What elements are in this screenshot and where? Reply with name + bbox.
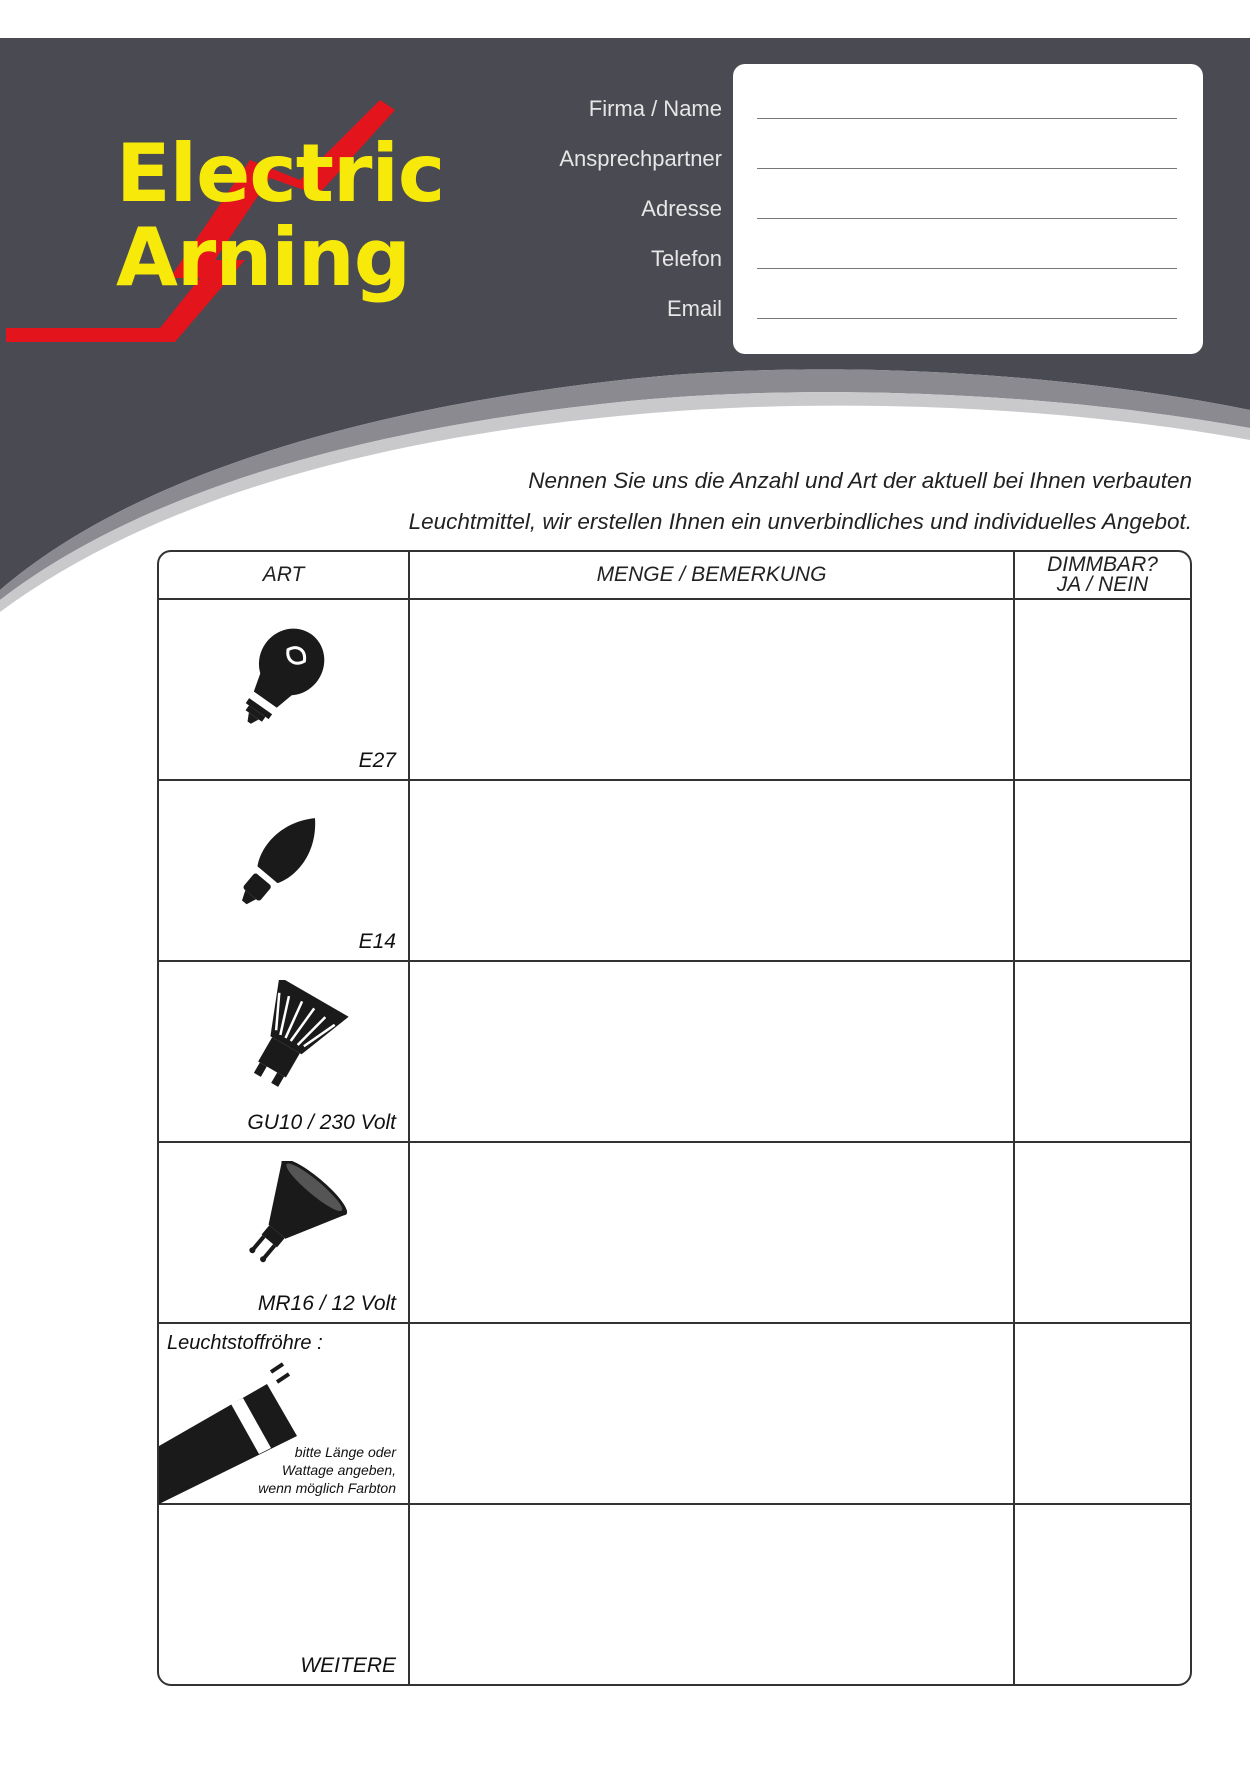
logo-line-2: Arning xyxy=(116,211,410,304)
menge-cell[interactable] xyxy=(410,781,1015,962)
firma-field[interactable] xyxy=(757,118,1177,119)
menge-cell[interactable] xyxy=(410,1505,1015,1684)
intro-line-2: Leuchtmittel, wir erstellen Ihnen ein unverbindliches und individuelles Angebot. xyxy=(408,509,1192,534)
art-cell xyxy=(159,781,410,962)
table-header xyxy=(159,552,1190,600)
ansprechpartner-field[interactable] xyxy=(757,168,1177,169)
dimmbar-cell[interactable] xyxy=(1015,1324,1190,1505)
adresse-field[interactable] xyxy=(757,218,1177,219)
table-row xyxy=(159,1143,1190,1324)
contact-box xyxy=(733,64,1203,354)
header-dimmbar-1: DIMMBAR? xyxy=(1047,553,1158,576)
menge-cell[interactable] xyxy=(410,962,1015,1143)
email-field[interactable] xyxy=(757,318,1177,319)
dimmbar-cell[interactable] xyxy=(1015,1143,1190,1324)
art-cell xyxy=(159,1143,410,1324)
tube-note-3: wenn möglich Farbton xyxy=(258,1480,396,1496)
table-row xyxy=(159,781,1190,962)
art-cell xyxy=(159,600,410,781)
dimmbar-cell[interactable] xyxy=(1015,1505,1190,1684)
contact-labels xyxy=(520,92,722,342)
header-dimmbar xyxy=(1015,552,1190,600)
header-art: ART xyxy=(159,552,410,600)
art-cell xyxy=(159,1505,410,1684)
label-adresse: Adresse xyxy=(641,196,722,221)
row-label: E14 xyxy=(358,930,396,953)
label-telefon: Telefon xyxy=(651,246,722,271)
bulb-e14-icon xyxy=(214,801,344,921)
label-ansprechpartner: Ansprechpartner xyxy=(559,146,722,171)
tube-note xyxy=(196,1443,396,1497)
bulb-e27-icon xyxy=(219,620,339,740)
intro-line-1: Nennen Sie uns die Anzahl und Art der aktuell bei Ihnen verbauten xyxy=(528,468,1192,493)
telefon-field[interactable] xyxy=(757,268,1177,269)
table-row xyxy=(159,1324,1190,1505)
art-cell xyxy=(159,1324,410,1505)
spot-mr16-icon xyxy=(221,1161,351,1286)
row-label: MR16 / 12 Volt xyxy=(257,1292,396,1315)
header-dimmbar-2: JA / NEIN xyxy=(1056,573,1149,596)
row-label: WEITERE xyxy=(300,1654,396,1677)
menge-cell[interactable] xyxy=(410,1324,1015,1505)
order-table xyxy=(157,550,1192,1686)
header-menge: MENGE / BEMERKUNG xyxy=(410,552,1015,600)
spot-gu10-icon xyxy=(229,980,349,1100)
logo-line-1: Electric xyxy=(116,127,445,220)
art-cell xyxy=(159,962,410,1143)
row-label: GU10 / 230 Volt xyxy=(247,1111,396,1134)
dimmbar-cell[interactable] xyxy=(1015,962,1190,1143)
table-row xyxy=(159,962,1190,1143)
table-row xyxy=(159,600,1190,781)
menge-cell[interactable] xyxy=(410,1143,1015,1324)
row-label: E27 xyxy=(358,749,396,772)
menge-cell[interactable] xyxy=(410,600,1015,781)
company-logo xyxy=(0,60,500,350)
tube-title: Leuchtstoffröhre : xyxy=(167,1332,323,1354)
tube-note-2: Wattage angeben, xyxy=(281,1462,396,1478)
dimmbar-cell[interactable] xyxy=(1015,600,1190,781)
label-firma: Firma / Name xyxy=(588,96,722,121)
dimmbar-cell[interactable] xyxy=(1015,781,1190,962)
tube-note-1: bitte Länge oder xyxy=(294,1444,396,1460)
label-email: Email xyxy=(666,296,722,321)
table-row xyxy=(159,1505,1190,1684)
